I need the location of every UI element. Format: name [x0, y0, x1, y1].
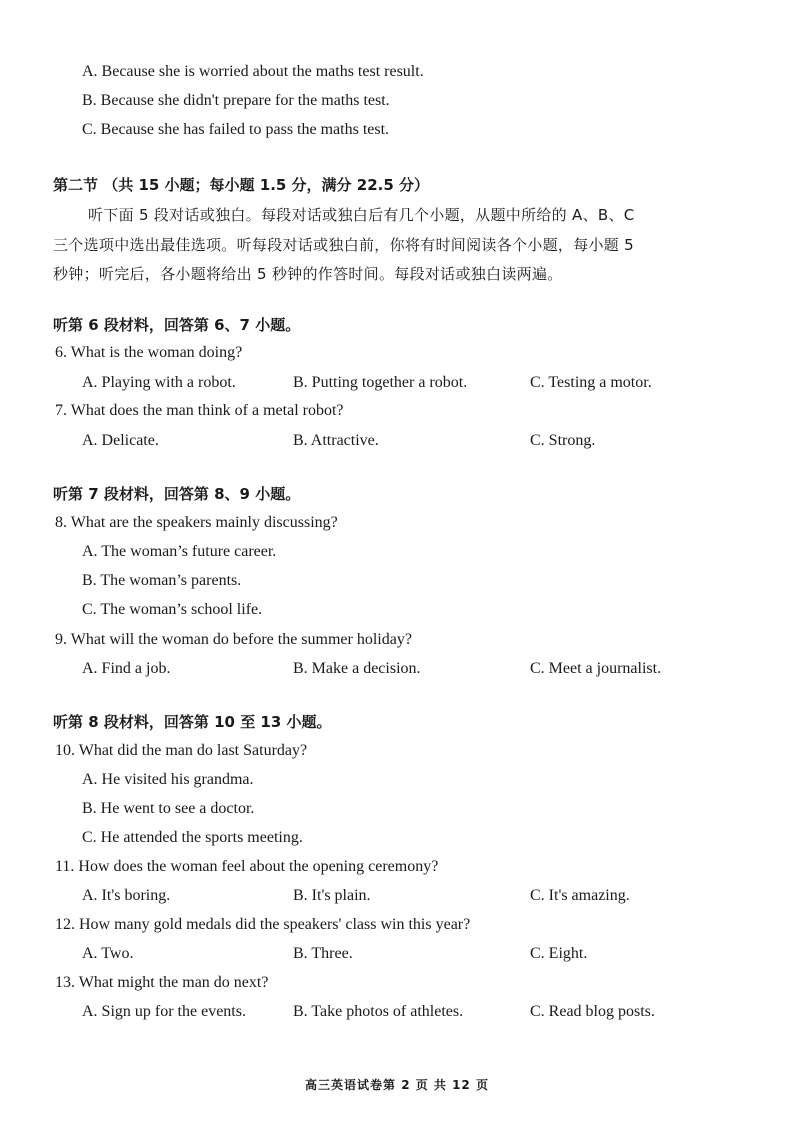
q6-option-c: C. Testing a motor. — [530, 374, 652, 391]
q9-option-a: A. Find a job. — [82, 660, 171, 677]
q6-option-a: A. Playing with a robot. — [82, 374, 236, 391]
q7-option-b: B. Attractive. — [293, 432, 379, 449]
section2-instruction-line1: 听下面 5 段对话或独白。每段对话或独白后有几个小题，从题中所给的 A、B、C — [88, 206, 635, 224]
q12-option-c: C. Eight. — [530, 945, 588, 962]
q8-option-b: B. The woman’s parents. — [82, 572, 242, 589]
q11-option-b: B. It's plain. — [293, 887, 371, 904]
q8-option-a: A. The woman’s future career. — [82, 543, 277, 560]
q13-option-b: B. Take photos of athletes. — [293, 1003, 464, 1020]
q13-option-a: A. Sign up for the events. — [82, 1003, 246, 1020]
q8-option-c: C. The woman’s school life. — [82, 601, 263, 618]
q5-option-b: B. Because she didn't prepare for the maths test. — [82, 92, 390, 109]
q9-stem: 9. What will the woman do before the summer holiday? — [55, 631, 412, 648]
q7-stem: 7. What does the man think of a metal robot? — [55, 402, 344, 419]
q6-stem: 6. What is the woman doing? — [55, 344, 243, 361]
material6-heading: 听第 6 段材料，回答第 6、7 小题。 — [53, 316, 301, 334]
q10-option-b: B. He went to see a doctor. — [82, 800, 255, 817]
q6-option-b: B. Putting together a robot. — [293, 374, 468, 391]
q13-stem: 13. What might the man do next? — [55, 974, 269, 991]
q12-option-b: B. Three. — [293, 945, 353, 962]
q11-option-a: A. It's boring. — [82, 887, 171, 904]
q7-option-c: C. Strong. — [530, 432, 596, 449]
q10-option-c: C. He attended the sports meeting. — [82, 829, 303, 846]
q11-stem: 11. How does the woman feel about the opening ceremony? — [55, 858, 439, 875]
material7-heading: 听第 7 段材料，回答第 8、9 小题。 — [53, 485, 301, 503]
q5-option-a: A. Because she is worried about the maths test result. — [82, 63, 424, 80]
material8-heading: 听第 8 段材料，回答第 10 至 13 小题。 — [53, 713, 332, 731]
section2-instruction-line2: 三个选项中选出最佳选项。听每段对话或独白前，你将有时间阅读各个小题，每小题 5 — [53, 236, 635, 254]
q5-option-c: C. Because she has failed to pass the maths test. — [82, 121, 390, 138]
q10-stem: 10. What did the man do last Saturday? — [55, 742, 308, 759]
q11-option-c: C. It's amazing. — [530, 887, 630, 904]
q12-stem: 12. How many gold medals did the speakers' class win this year? — [55, 916, 471, 933]
q8-stem: 8. What are the speakers mainly discussing? — [55, 514, 338, 531]
q12-option-a: A. Two. — [82, 945, 134, 962]
q13-option-c: C. Read blog posts. — [530, 1003, 655, 1020]
q9-option-b: B. Make a decision. — [293, 660, 421, 677]
q9-option-c: C. Meet a journalist. — [530, 660, 662, 677]
section2-heading: 第二节 （共 15 小题；每小题 1.5 分，满分 22.5 分） — [53, 176, 430, 194]
q10-option-a: A. He visited his grandma. — [82, 771, 254, 788]
page-footer: 高三英语试卷第 2 页 共 12 页 — [305, 1078, 489, 1092]
section2-instruction-line3: 秒钟；听完后，各小题将给出 5 秒钟的作答时间。每段对话或独白读两遍。 — [53, 265, 563, 283]
q7-option-a: A. Delicate. — [82, 432, 159, 449]
